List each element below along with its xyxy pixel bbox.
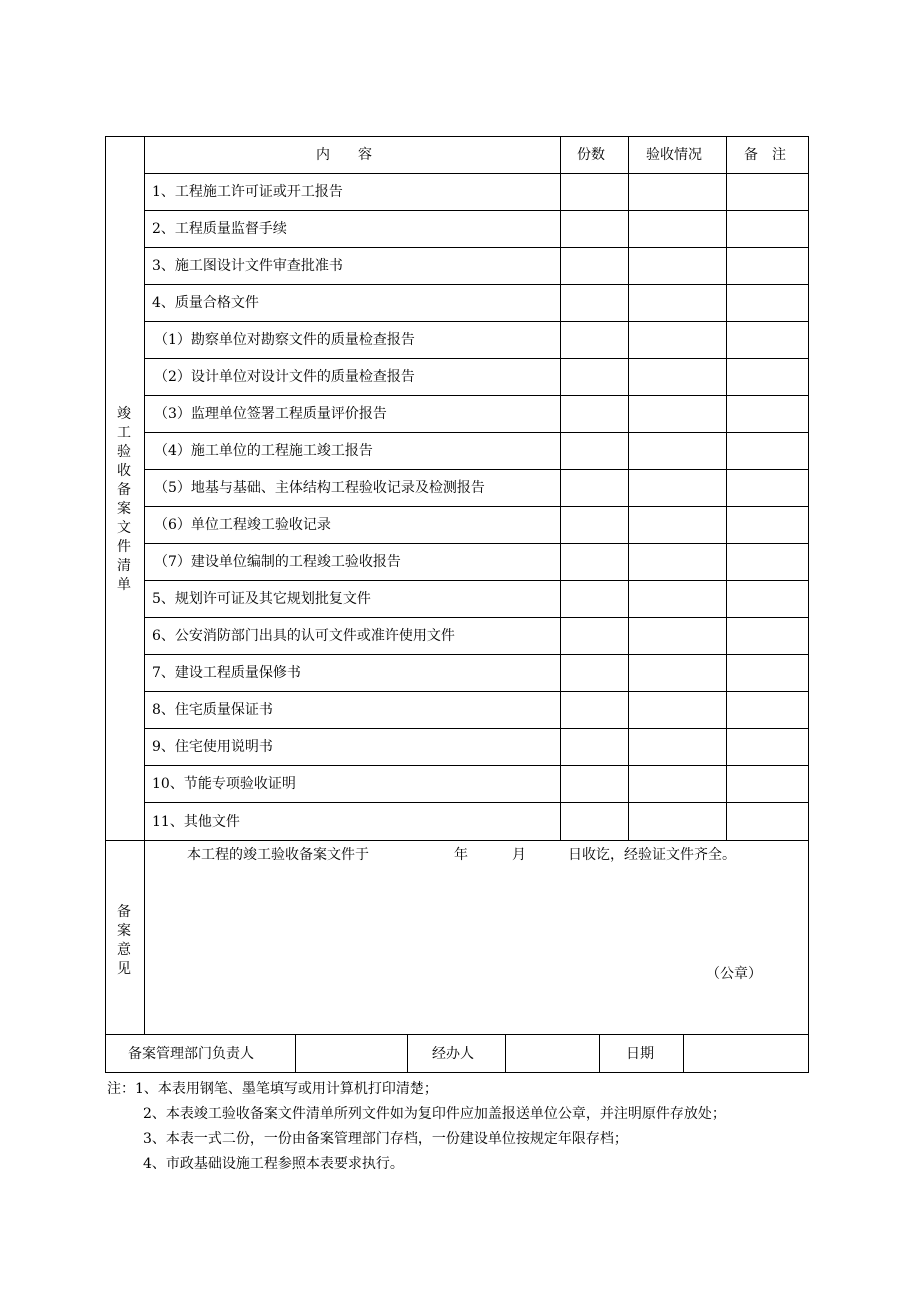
list-item: 4、质量合格文件 — [152, 295, 259, 311]
section-divider — [106, 1034, 809, 1035]
list-item: 7、建设工程质量保修书 — [152, 665, 301, 681]
row-divider — [144, 247, 809, 248]
row-divider — [144, 654, 809, 655]
row-divider — [144, 802, 809, 803]
list-item: （3）监理单位签署工程质量评价报告 — [154, 406, 387, 422]
footer-divider — [599, 1034, 600, 1073]
note-line: 2、本表竣工验收备案文件清单所列文件如为复印件应加盖报送单位公章，并注明原件存放处； — [143, 1106, 726, 1122]
row-divider — [144, 469, 809, 470]
opinion-year: 年 — [454, 847, 468, 863]
note-line: 注：1、本表用钢笔、墨笔填写或用计算机打印清楚； — [107, 1081, 438, 1097]
row-divider — [144, 210, 809, 211]
list-item: （5）地基与基础、主体结构工程验收记录及检测报告 — [154, 480, 485, 496]
record-form-table — [105, 136, 809, 1073]
list-item: 11、其他文件 — [152, 814, 240, 830]
column-divider — [726, 137, 727, 840]
list-item: 2、工程质量监督手续 — [152, 221, 287, 237]
list-item: 3、施工图设计文件审查批准书 — [152, 258, 343, 274]
list-item: 9、住宅使用说明书 — [152, 739, 273, 755]
header-copies: 份数 — [577, 147, 605, 163]
note-line: 4、市政基础设施工程参照本表要求执行。 — [143, 1156, 404, 1172]
section-label-checklist: 竣工验收备案文件清单 — [117, 406, 131, 593]
list-item: 5、规划许可证及其它规划批复文件 — [152, 591, 371, 607]
row-divider — [144, 432, 809, 433]
row-divider — [144, 506, 809, 507]
opinion-sentence-suffix: 日收讫，经验证文件齐全。 — [568, 847, 736, 863]
column-divider — [560, 137, 561, 840]
header-remarks: 备 注 — [744, 147, 786, 163]
list-item: （7）建设单位编制的工程竣工验收报告 — [154, 554, 401, 570]
opinion-month: 月 — [512, 847, 526, 863]
seal-label: （公章） — [706, 966, 762, 982]
row-divider — [144, 728, 809, 729]
section-label-opinion: 备案意见 — [117, 904, 131, 977]
list-item: 10、节能专项验收证明 — [152, 776, 296, 792]
list-item: 1、工程施工许可证或开工报告 — [152, 184, 343, 200]
column-divider — [628, 137, 629, 840]
opinion-sentence-prefix: 本工程的竣工验收备案文件于 — [187, 847, 369, 863]
row-divider — [144, 395, 809, 396]
footer-divider — [407, 1034, 408, 1073]
row-divider — [144, 543, 809, 544]
footer-divider — [505, 1034, 506, 1073]
notes-section — [107, 1077, 812, 1177]
footer-divider — [683, 1034, 684, 1073]
row-divider — [144, 173, 809, 174]
row-divider — [144, 321, 809, 322]
row-divider — [144, 284, 809, 285]
footer-divider — [295, 1034, 296, 1073]
handler-label: 经办人 — [432, 1046, 474, 1062]
row-divider — [144, 580, 809, 581]
list-item: （6）单位工程竣工验收记录 — [154, 517, 331, 533]
date-label: 日期 — [626, 1046, 654, 1062]
section-divider — [106, 840, 809, 841]
row-divider — [144, 765, 809, 766]
list-item: 6、公安消防部门出具的认可文件或准许使用文件 — [152, 628, 455, 644]
row-divider — [144, 617, 809, 618]
row-divider — [144, 358, 809, 359]
list-item: （4）施工单位的工程施工竣工报告 — [154, 443, 373, 459]
list-item: 8、住宅质量保证书 — [152, 702, 273, 718]
row-divider — [144, 691, 809, 692]
responsible-person-label: 备案管理部门负责人 — [128, 1046, 254, 1062]
note-line: 3、本表一式二份，一份由备案管理部门存档，一份建设单位按规定年限存档； — [143, 1131, 628, 1147]
header-content: 内 容 — [316, 147, 372, 163]
header-acceptance: 验收情况 — [646, 147, 702, 163]
label-column-divider — [144, 137, 145, 1034]
list-item: （1）勘察单位对勘察文件的质量检查报告 — [154, 332, 415, 348]
list-item: （2）设计单位对设计文件的质量检查报告 — [154, 369, 415, 385]
